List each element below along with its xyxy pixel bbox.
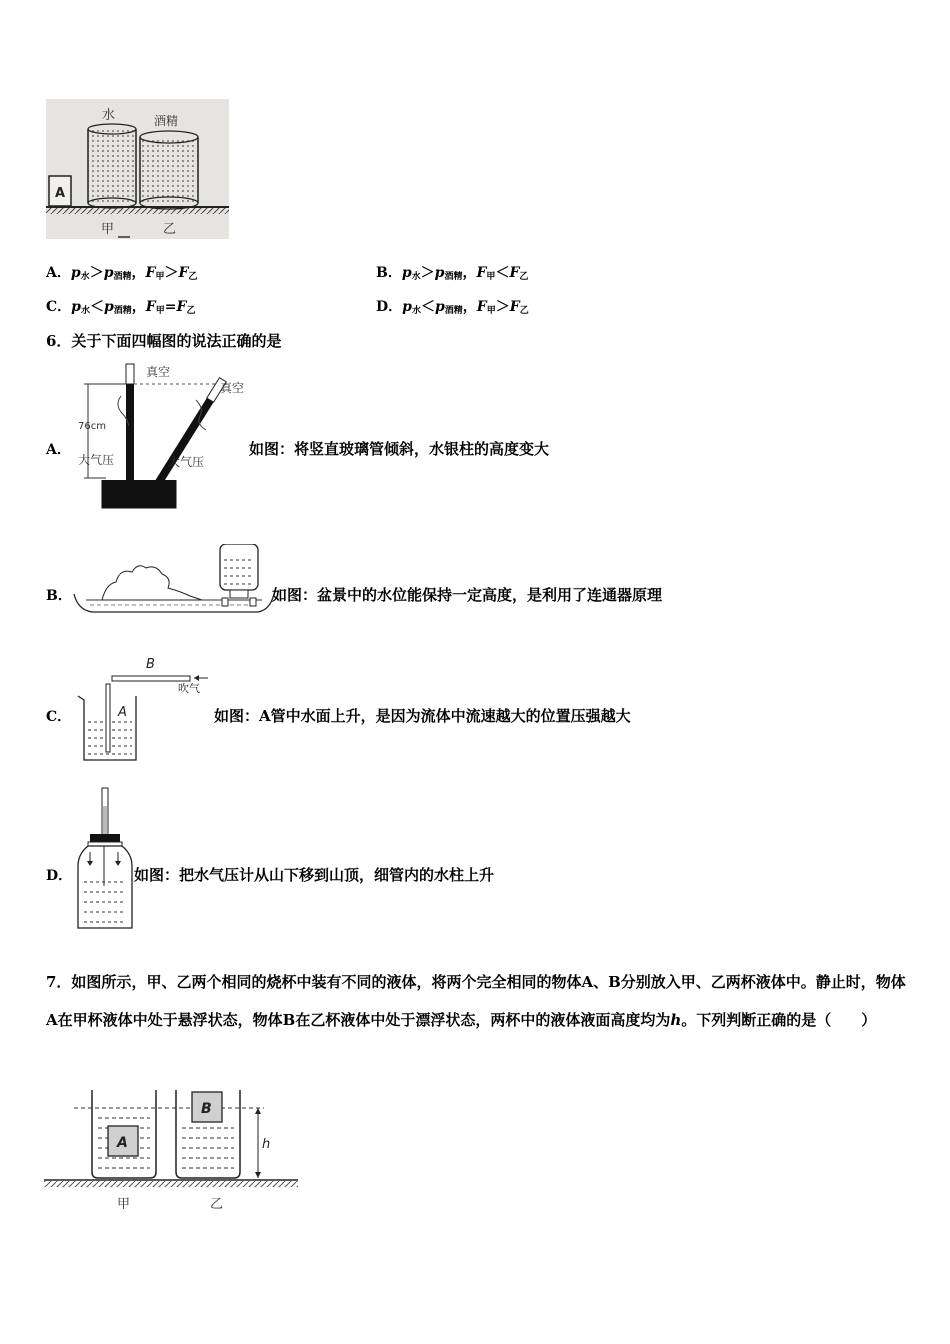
label-alcohol: 酒精 (154, 114, 179, 128)
height-h-label: h (262, 1137, 271, 1152)
fig-c-blow: 吹气 (178, 682, 200, 695)
fig-a-vacuum-1: 真空 (146, 365, 171, 379)
q6-option-d-letter[interactable]: D． (46, 868, 73, 884)
label-yi: 乙 (210, 1197, 224, 1212)
block-a-label: A (55, 186, 66, 201)
q6-option-d-text[interactable]: 如图：把水气压计从山下移到山顶，细管内的水柱上升 (134, 866, 495, 884)
q5-figure (46, 99, 229, 239)
fig-a-vacuum-2: 真空 (220, 381, 245, 395)
q6-figure-c (74, 652, 212, 764)
object-b-label: B (201, 1101, 212, 1117)
fig-c-label-b: B (146, 657, 155, 672)
q7-question (46, 963, 916, 1039)
object-a-label: A (117, 1135, 128, 1151)
q6-title: 6．关于下面四幅图的说法正确的是 (46, 332, 282, 350)
q6-figure-a (76, 360, 256, 512)
label-jia: 甲 (101, 222, 115, 237)
q7-text-pre: 7．如图所示，甲、乙两个相同的烧杯中装有不同的液体，将两个完全相同的物体A、B分别放入甲、乙两杯液体中。静止时，物体A在甲杯液体中处于悬浮状态，物体B在乙杯液体中处于漂浮状态，两杯中的液体液面高度均为 (46, 973, 906, 1029)
q6-option-a-text[interactable]: 如图：将竖直玻璃管倾斜，水银柱的高度变大 (249, 440, 550, 458)
q5-option-a[interactable]: A．$p_水>p_{酒精}$，$F_甲>F_乙$ (46, 265, 198, 282)
q6-figure-b (72, 544, 276, 618)
q5-option-b[interactable]: B．$p_水>p_{酒精}$，$F_甲<F_乙$ (376, 265, 529, 282)
fig-a-height: 76cm (78, 421, 106, 432)
beaker-yi (176, 1090, 240, 1178)
label-jia: 甲 (117, 1197, 131, 1212)
q7-text-post: 。下列判断正确的是（ ） (681, 1011, 877, 1029)
q6-option-c-text[interactable]: 如图：A管中水面上升，是因为流体中流速越大的位置压强越大 (214, 707, 631, 725)
q6-figure-d (76, 786, 136, 932)
q7-figure (44, 1086, 300, 1214)
q6-option-c-letter[interactable]: C． (46, 709, 72, 725)
label-yi: 乙 (163, 222, 177, 237)
q5-option-d[interactable]: D．$p_水<p_{酒精}$，$F_甲>F_乙$ (376, 299, 529, 316)
fig-a-atm-1: 大气压 (78, 453, 115, 467)
q6-option-b-text[interactable]: 如图：盆景中的水位能保持一定高度，是利用了连通器原理 (272, 586, 663, 604)
beaker-jia (92, 1090, 156, 1178)
q6-option-a-letter[interactable]: A． (46, 442, 71, 458)
q6-option-b-letter[interactable]: B． (46, 588, 72, 604)
fig-c-label-a: A (118, 705, 127, 720)
fig-a-atm-2: 大气压 (168, 455, 205, 469)
cylinder-yi (140, 131, 198, 209)
q5-option-c[interactable]: C．$p_水<p_{酒精}$，$F_甲=F_乙$ (46, 299, 196, 316)
label-water: 水 (102, 108, 116, 123)
cylinder-jia (88, 124, 136, 208)
q7-h: h (670, 1011, 682, 1029)
